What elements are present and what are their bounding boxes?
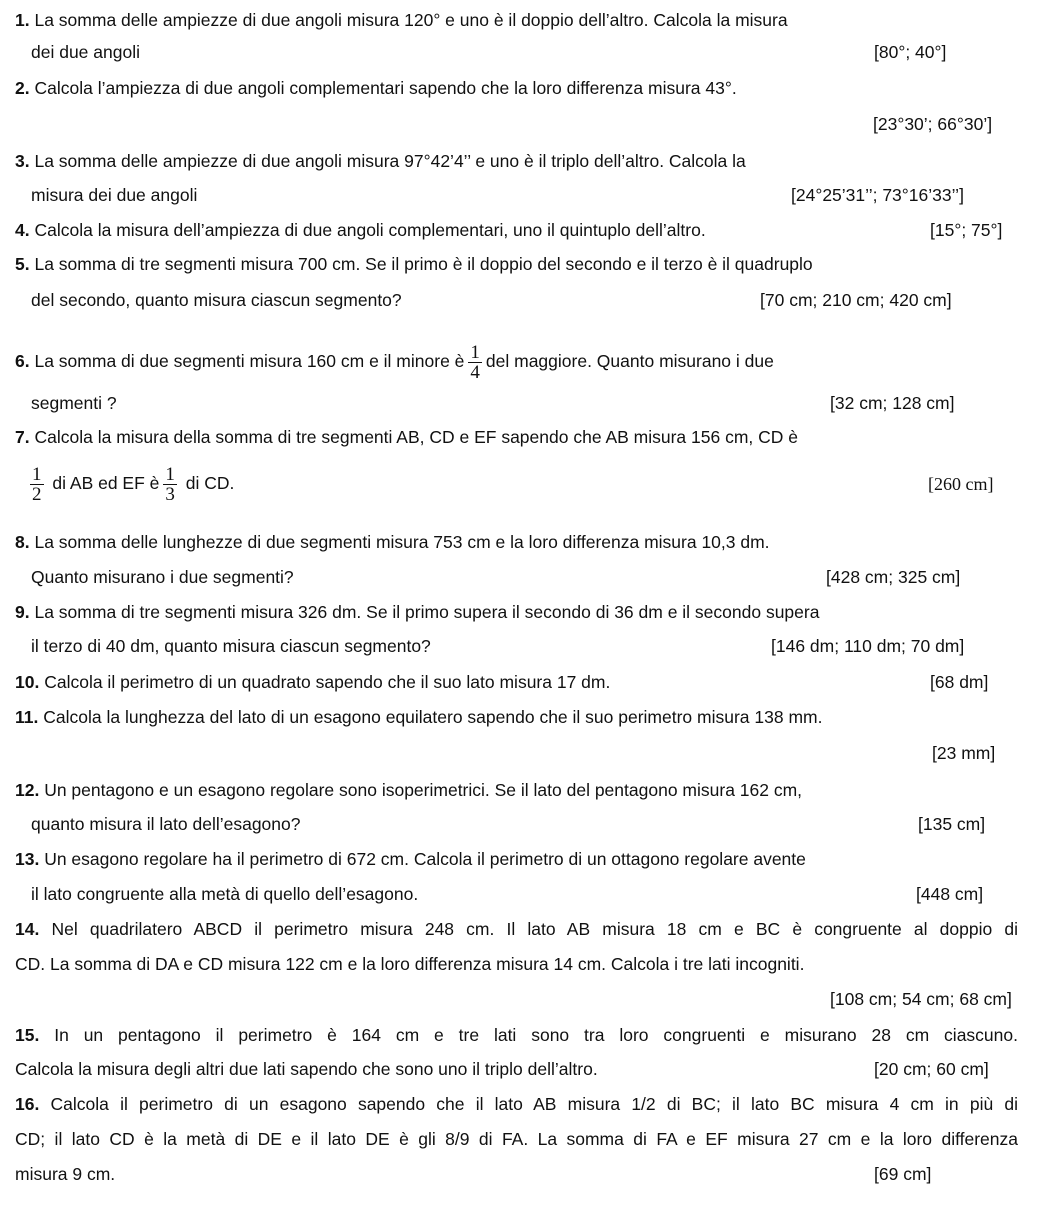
problem-3-line-1: [15, 150, 746, 172]
problem-5-answer: [70 cm; 210 cm; 420 cm]: [760, 290, 952, 310]
fraction-denominator: 4: [470, 361, 480, 383]
problem-number: 11.: [15, 707, 39, 727]
problem-15-line-1: [15, 1024, 1018, 1046]
problem-5-line-2: del secondo, quanto misura ciascun segmento?: [31, 290, 402, 310]
problem-16-line-3: misura 9 cm.: [15, 1164, 116, 1184]
problem-number: 15.: [15, 1025, 40, 1045]
problem-text: di AB ed EF è: [52, 473, 160, 493]
fraction-denominator: 3: [165, 483, 175, 505]
problem-16-line-2: CD; il lato CD è la metà di DE e il lato DE è gli 8/9 di FA. La somma di FA e EF misura 27 cm e la loro differenza: [15, 1129, 1018, 1149]
fraction-numerator: 1: [165, 463, 175, 485]
problem-10-line-1: [15, 671, 610, 693]
problem-6-answer: [32 cm; 128 cm]: [830, 393, 955, 413]
problem-text: Nel quadrilatero ABCD il perimetro misura 248 cm. Il lato AB misura 18 cm e BC è congruente al doppio di: [51, 919, 1018, 939]
problem-14-line-1: [15, 918, 1018, 940]
problem-text: del maggiore. Quanto misurano i due: [485, 351, 774, 371]
problem-2-line-1: [15, 77, 737, 99]
problem-8-line-1: [15, 531, 770, 553]
problem-number: 8.: [15, 532, 30, 552]
problem-9-answer: [146 dm; 110 dm; 70 dm]: [771, 636, 965, 656]
problem-3-answer: [24°25’31’’; 73°16’33’’]: [791, 185, 964, 205]
problem-7-answer: [260 cm]: [928, 474, 994, 494]
problem-16-answer: [69 cm]: [874, 1164, 932, 1184]
fraction-one-quarter: [468, 343, 482, 382]
problem-text: La somma delle ampiezze di due angoli misura 97°42’4’’ e uno è il triplo dell’altro. Calcola la: [34, 151, 746, 171]
problem-4-answer: [15°; 75°]: [930, 220, 1003, 240]
problem-text: Calcola la misura della somma di tre segmenti AB, CD e EF sapendo che AB misura 156 cm, CD è: [34, 427, 799, 447]
problem-15-answer: [20 cm; 60 cm]: [874, 1059, 989, 1079]
problem-number: 2.: [15, 78, 30, 98]
problem-6-line-1: [15, 340, 774, 382]
problem-12-line-1: [15, 779, 802, 801]
problem-4-line-1: [15, 219, 706, 241]
problem-1-answer: [80°; 40°]: [874, 42, 947, 62]
problem-number: 9.: [15, 602, 30, 622]
fraction-numerator: 1: [470, 341, 480, 363]
problem-9-line-2: il terzo di 40 dm, quanto misura ciascun segmento?: [31, 636, 431, 656]
problem-16-line-1: [15, 1093, 1018, 1115]
problem-text: Un pentagono e un esagono regolare sono isoperimetrici. Se il lato del pentagono misura 162 cm,: [44, 780, 803, 800]
problem-11-answer: [23 mm]: [932, 743, 996, 763]
problem-9-line-1: [15, 601, 819, 623]
problem-6-line-2: segmenti ?: [31, 393, 117, 413]
problem-12-line-2: quanto misura il lato dell’esagono?: [31, 814, 301, 834]
problem-text: La somma di due segmenti misura 160 cm e il minore è: [34, 351, 465, 371]
problem-1-line-1: [15, 9, 788, 31]
problem-13-answer: [448 cm]: [916, 884, 984, 904]
problem-8-line-2: Quanto misurano i due segmenti?: [31, 567, 294, 587]
fraction-numerator: 1: [32, 463, 42, 485]
problem-1-line-2: dei due angoli: [31, 42, 140, 62]
problem-8-answer: [428 cm; 325 cm]: [826, 567, 961, 587]
problem-2-answer: [23°30’; 66°30’]: [873, 114, 993, 134]
problem-number: 12.: [15, 780, 40, 800]
problem-number: 10.: [15, 672, 40, 692]
problem-12-answer: [135 cm]: [918, 814, 986, 834]
problem-text: In un pentagono il perimetro è 164 cm e tre lati sono tra loro congruenti e misurano 28 cm ciascuno.: [54, 1025, 1018, 1045]
problem-text: La somma delle ampiezze di due angoli misura 120° e uno è il doppio dell’altro. Calcola la misura: [34, 10, 788, 30]
problem-text: La somma delle lunghezze di due segmenti misura 753 cm e la loro differenza misura 10,3 dm.: [34, 532, 770, 552]
problem-11-line-1: [15, 706, 822, 728]
problem-7-line-2: [26, 462, 234, 504]
problem-number: 13.: [15, 849, 40, 869]
problem-number: 4.: [15, 220, 30, 240]
problem-text: La somma di tre segmenti misura 700 cm. Se il primo è il doppio del secondo e il terzo è il quadruplo: [34, 254, 813, 274]
problem-text: Calcola il perimetro di un quadrato sapendo che il suo lato misura 17 dm.: [44, 672, 611, 692]
fraction-one-third: [163, 465, 177, 504]
problem-7-line-1: [15, 426, 798, 448]
fraction-one-half: [30, 465, 44, 504]
problem-text: di CD.: [185, 473, 235, 493]
problem-13-line-1: [15, 848, 806, 870]
problem-number: 6.: [15, 351, 30, 371]
problem-text: Calcola la misura dell’ampiezza di due angoli complementari, uno il quintuplo dell’altro.: [34, 220, 706, 240]
problem-text: La somma di tre segmenti misura 326 dm. Se il primo supera il secondo di 36 dm e il secondo supera: [34, 602, 820, 622]
problem-text: Calcola la lunghezza del lato di un esagono equilatero sapendo che il suo perimetro misura 138 mm.: [43, 707, 823, 727]
problem-3-line-2: misura dei due angoli: [31, 185, 198, 205]
problem-number: 1.: [15, 10, 30, 30]
problem-5-line-1: [15, 253, 813, 275]
problem-number: 14.: [15, 919, 40, 939]
problem-13-line-2: il lato congruente alla metà di quello dell’esagono.: [31, 884, 419, 904]
problem-text: Calcola il perimetro di un esagono sapendo che il lato AB misura 1/2 di BC; il lato BC misura 4 cm in più di: [50, 1094, 1018, 1114]
problem-15-line-2: Calcola la misura degli altri due lati sapendo che sono uno il triplo dell’altro.: [15, 1059, 598, 1079]
problem-14-line-2: CD. La somma di DA e CD misura 122 cm e la loro differenza misura 14 cm. Calcola i tre lati incogniti.: [15, 954, 805, 974]
problem-number: 7.: [15, 427, 30, 447]
problem-text: Calcola l’ampiezza di due angoli complementari sapendo che la loro differenza misura 43°.: [34, 78, 737, 98]
problem-text: Un esagono regolare ha il perimetro di 672 cm. Calcola il perimetro di un ottagono regolare avente: [44, 849, 806, 869]
problem-number: 5.: [15, 254, 30, 274]
problem-14-answer: [108 cm; 54 cm; 68 cm]: [830, 989, 1012, 1009]
problem-10-answer: [68 dm]: [930, 672, 989, 692]
problem-number: 3.: [15, 151, 30, 171]
problem-number: 16.: [15, 1094, 40, 1114]
fraction-denominator: 2: [32, 483, 42, 505]
